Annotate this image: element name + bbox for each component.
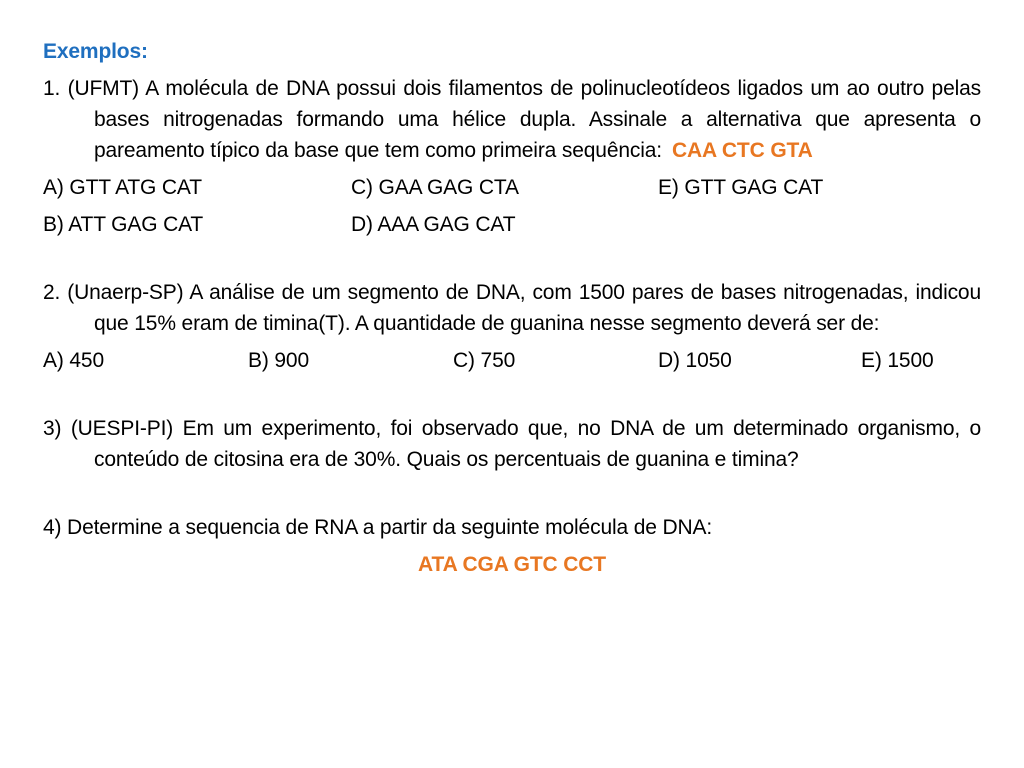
spacer [43, 382, 981, 413]
question-4: 4) Determine a sequencia de RNA a partir da seguinte molécula de DNA: [43, 516, 713, 539]
q1-option-b: B) ATT GAG CAT [43, 213, 204, 236]
question-1-text: 1. (UFMT) A molécula de DNA possui dois filamentos de polinucleotídeos ligados um ao outro pelas bases nitrogenadas formando uma hélice dupla. Assinale a alternativa que apresenta o pareamento típico da base que tem como primeira sequência: [43, 77, 981, 162]
question-1-options-row-2 [43, 209, 981, 240]
slide-content [43, 36, 981, 580]
question-4-sequence: ATA CGA GTC CCT [418, 553, 606, 576]
q2-option-c: C) 750 [453, 349, 516, 372]
question-1-sequence: CAA CTC GTA [671, 139, 813, 162]
q2-option-b: B) 900 [248, 349, 309, 372]
examples-heading: Exemplos: [43, 40, 148, 63]
q2-option-e: E) 1500 [861, 349, 934, 372]
q1-option-a: A) GTT ATG CAT [43, 176, 202, 199]
spacer [43, 246, 981, 277]
spacer [43, 481, 981, 512]
q1-option-d: D) AAA GAG CAT [351, 213, 516, 236]
question-1-options-row-1 [43, 172, 981, 203]
q1-option-e: E) GTT GAG CAT [658, 176, 824, 199]
question-2-options [43, 345, 981, 376]
q2-option-a: A) 450 [43, 349, 104, 372]
question-3: 3) (UESPI-PI) Em um experimento, foi observado que, no DNA de um determinado organismo, o conteúdo de citosina era de 30%. Quais os percentuais de guanina e timina? [43, 417, 981, 471]
q2-option-d: D) 1050 [658, 349, 732, 372]
question-2: 2. (Unaerp-SP) A análise de um segmento de DNA, com 1500 pares de bases nitrogenadas, indicou que 15% eram de timina(T). A quantidade de guanina nesse segmento deverá ser de: [43, 281, 981, 335]
q1-option-c: C) GAA GAG CTA [351, 176, 519, 199]
question-1 [43, 73, 981, 166]
